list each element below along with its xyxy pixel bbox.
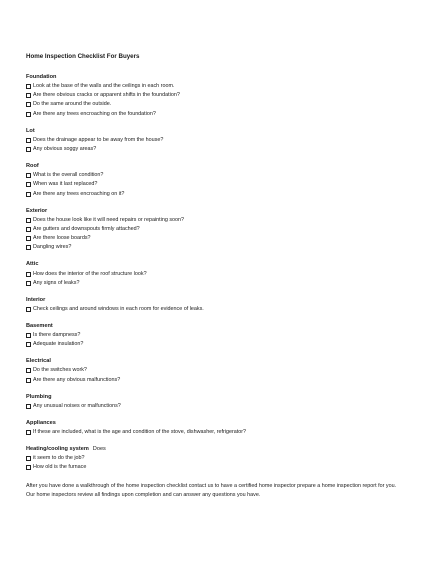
checklist-item — [26, 402, 406, 411]
section-heading-text: Exterior — [26, 207, 48, 214]
section-heading-text: Roof — [26, 163, 39, 170]
section-heading-text: Electrical — [26, 358, 51, 365]
section-heading — [26, 208, 406, 215]
checklist-item — [26, 454, 406, 463]
section-electrical — [26, 358, 406, 384]
checklist-item-label: What is the overall condition? — [33, 172, 104, 179]
section-heading — [26, 420, 406, 427]
section-exterior — [26, 208, 406, 253]
checkbox-icon[interactable] — [26, 236, 31, 241]
section-roof — [26, 163, 406, 199]
checklist-item — [26, 376, 406, 385]
checkbox-icon[interactable] — [26, 138, 31, 143]
checkbox-icon[interactable] — [26, 307, 31, 312]
section-interior — [26, 297, 406, 314]
checklist-item-label: Do the same around the outside. — [33, 101, 112, 108]
checklist-item-label: it seem to do the job? — [33, 455, 85, 462]
checklist-item-label: Any obvious soggy areas? — [33, 146, 97, 153]
checkbox-icon[interactable] — [26, 84, 31, 89]
section-heading — [26, 74, 406, 81]
section-heading — [26, 394, 406, 401]
section-heading — [26, 261, 406, 268]
checklist-item-label: Do the switches work? — [33, 367, 87, 374]
checkbox-icon[interactable] — [26, 112, 31, 117]
checklist-sections — [26, 74, 406, 473]
checklist-item — [26, 110, 406, 119]
checklist-item — [26, 234, 406, 243]
checklist-content — [26, 53, 406, 500]
checklist-item-label: Does the drainage appear to be away from the house? — [33, 136, 164, 143]
checklist-item-label: Dangling wires? — [33, 244, 72, 251]
section-heading-text: Plumbing — [26, 393, 52, 400]
checklist-item — [26, 100, 406, 109]
checkbox-icon[interactable] — [26, 368, 31, 373]
checkbox-icon[interactable] — [26, 342, 31, 347]
checkbox-icon[interactable] — [26, 173, 31, 178]
checklist-item — [26, 82, 406, 91]
section-heading — [26, 446, 406, 453]
checklist-item-label: Adequate insulation? — [33, 341, 84, 348]
section-heading-text: Basement — [26, 323, 53, 329]
document-title: Home Inspection Checklist For Buyers — [26, 53, 140, 60]
checkbox-icon[interactable] — [26, 333, 31, 338]
checklist-item-label: How old is the furnace — [33, 464, 87, 471]
section-heading — [26, 323, 406, 330]
checklist-item-label: Any unusual noises or malfunctions? — [33, 402, 121, 409]
section-plumbing — [26, 394, 406, 411]
checkbox-icon[interactable] — [26, 245, 31, 250]
checklist-item — [26, 180, 406, 189]
checklist-item-label: If these are included, what is the age and condition of the stove, dishwasher, refrigerator? — [33, 429, 247, 436]
checklist-item — [26, 463, 406, 472]
checklist-item-label: Are gutters and downspouts firmly attached? — [33, 225, 140, 232]
checklist-item-label: How does the interior of the roof structure look? — [33, 270, 147, 277]
checklist-item — [26, 366, 406, 375]
section-heading — [26, 163, 406, 170]
checkbox-icon[interactable] — [26, 227, 31, 232]
section-heading-text: Appliances — [26, 419, 56, 426]
checkbox-icon[interactable] — [26, 93, 31, 98]
checkbox-icon[interactable] — [26, 272, 31, 277]
checkbox-icon[interactable] — [26, 404, 31, 409]
section-heading-text: Heating/cooling system — [26, 446, 89, 453]
section-heading-text: Attic — [26, 261, 39, 268]
checkbox-icon[interactable] — [26, 192, 31, 197]
checklist-item — [26, 171, 406, 180]
checklist-item — [26, 305, 406, 314]
checklist-item-label: Is there dampness? — [33, 332, 81, 339]
section-heading — [26, 128, 406, 135]
checklist-item-label: When was it last replaced? — [33, 181, 98, 188]
checkbox-icon[interactable] — [26, 218, 31, 223]
checklist-item — [26, 243, 406, 252]
checkbox-icon[interactable] — [26, 465, 31, 470]
checklist-item-label: Look at the base of the walls and the ceilings in each room. — [33, 83, 175, 90]
checklist-item — [26, 225, 406, 234]
checklist-item — [26, 340, 406, 349]
checkbox-icon[interactable] — [26, 281, 31, 286]
section-heading-suffix: Does — [92, 446, 106, 453]
section-appliances — [26, 420, 406, 437]
footer-paragraph: After you have done a walkthrough of the home inspection checklist contact us to have a certified home inspector prepare a home inspection report for you. Our home inspectors review all findings upon completion and can answer any questions you have. — [26, 482, 397, 498]
checklist-item — [26, 145, 406, 154]
checkbox-icon[interactable] — [26, 456, 31, 461]
section-foundation — [26, 74, 406, 119]
checklist-item — [26, 331, 406, 340]
checklist-item-label: Are there loose boards? — [33, 235, 91, 242]
section-heading-text: Interior — [26, 296, 46, 303]
section-heading-text: Foundation — [26, 74, 57, 80]
checklist-item — [26, 279, 406, 288]
checklist-item-label: Any signs of leaks? — [33, 279, 80, 286]
section-basement — [26, 323, 406, 349]
checklist-item-label: Does the house look like it will need repairs or repainting soon? — [33, 216, 185, 223]
checklist-item — [26, 269, 406, 278]
checklist-item-label: Are there any trees encroaching on the foundation? — [33, 110, 156, 117]
section-heating-cooling-system — [26, 446, 406, 472]
section-heading-text: Lot — [26, 127, 35, 134]
checkbox-icon[interactable] — [26, 182, 31, 187]
checklist-item-label: Are there any trees encroaching on it? — [33, 190, 125, 197]
section-lot — [26, 128, 406, 154]
checklist-item-label: Are there obvious cracks or apparent shifts in the foundation? — [33, 92, 180, 99]
checklist-item — [26, 136, 406, 145]
checkbox-icon[interactable] — [26, 147, 31, 152]
checkbox-icon[interactable] — [26, 430, 31, 435]
checkbox-icon[interactable] — [26, 378, 31, 383]
section-attic — [26, 261, 406, 287]
checklist-item — [26, 91, 406, 100]
checklist-item-label: Check ceilings and around windows in each room for evidence of leaks. — [33, 305, 204, 312]
section-heading — [26, 358, 406, 365]
section-heading — [26, 297, 406, 304]
checklist-item-label: Are there any obvious malfunctions? — [33, 376, 121, 383]
checkbox-icon[interactable] — [26, 102, 31, 107]
checklist-item — [26, 216, 406, 225]
checklist-item — [26, 428, 406, 437]
checklist-item — [26, 190, 406, 199]
